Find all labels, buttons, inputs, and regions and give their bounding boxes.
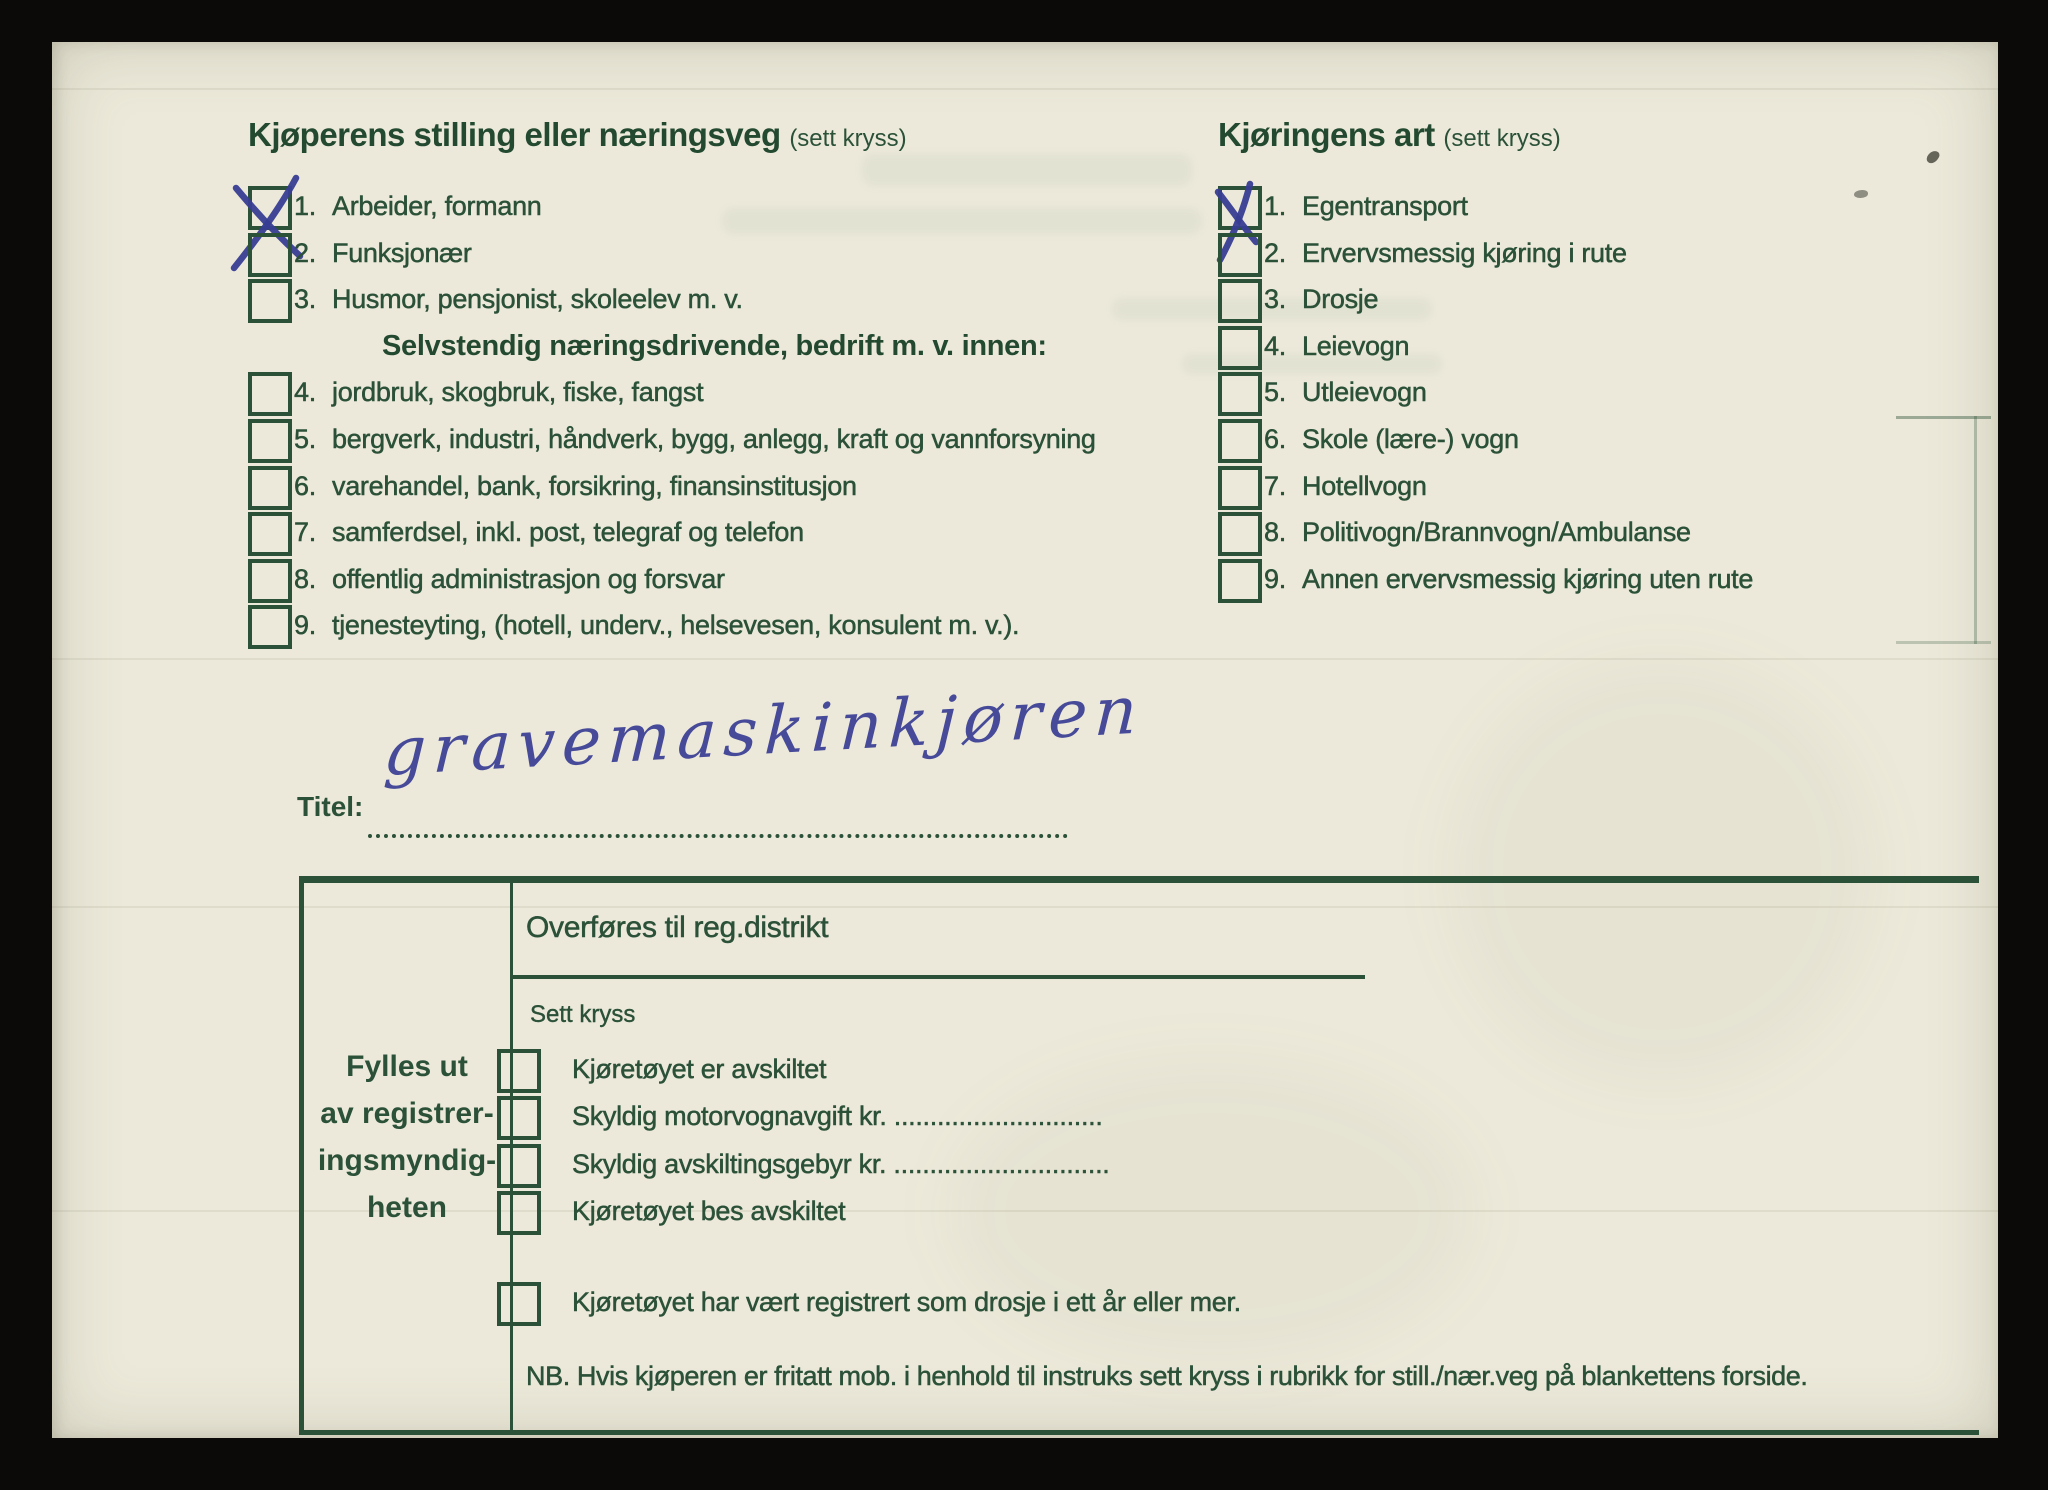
registration-authority-box xyxy=(299,876,1979,1435)
transfer-district-writein-line[interactable] xyxy=(510,975,1365,979)
reg-checkbox-label: Kjøretøyet har vært registrert som drosje i ett år eller mer. xyxy=(572,1287,1241,1317)
stilling-checkbox-7[interactable] xyxy=(248,512,292,556)
stilling-item-label: 7. samferdsel, inkl. post, telegraf og telefon xyxy=(294,517,804,548)
stilling-item-label: 5. bergverk, industri, håndverk, bygg, anlegg, kraft og vannforsyning xyxy=(294,424,1096,454)
sett-kryss-label: Sett kryss xyxy=(530,1001,636,1028)
form-page xyxy=(52,42,1998,1438)
kjoringens-art-item-label: 3. Drosje xyxy=(1264,284,1379,315)
transfer-district-label: Overføres til reg.distrikt xyxy=(526,911,829,944)
stilling-subheading: Selvstendig næringsdrivende, bedrift m. v. innen: xyxy=(382,329,1047,362)
stilling-checkbox-8[interactable] xyxy=(248,559,292,603)
stilling-checkbox-6[interactable] xyxy=(248,466,292,510)
kjoringens-art-item-label: 6. Skole (lære-) vogn xyxy=(1264,424,1519,454)
reg-checkbox-row xyxy=(304,1191,1979,1235)
reg-checkbox-1[interactable] xyxy=(497,1049,541,1093)
reg-checkbox-row xyxy=(304,1144,1979,1188)
kjoringens-art-item-label: 2. Ervervsmessig kjøring i rute xyxy=(1264,237,1627,268)
reg-checkbox-2[interactable] xyxy=(497,1096,541,1140)
right-column-heading xyxy=(1218,116,1561,154)
reg-checkbox-row xyxy=(304,1049,1979,1093)
kjoringens-art-checkbox-7[interactable] xyxy=(1218,466,1262,510)
titel-label: Titel: xyxy=(297,791,364,822)
stilling-checkbox-5[interactable] xyxy=(248,419,292,463)
scan-streak xyxy=(52,658,1998,660)
stilling-item-label: 2. Funksjonær xyxy=(294,237,472,268)
reg-checkbox-label: Kjøretøyet bes avskiltet xyxy=(572,1196,846,1226)
kjoringens-art-item-label: 7. Hotellvogn xyxy=(1264,470,1427,501)
ink-speck xyxy=(1854,190,1868,198)
kjoringens-art-checkbox-8[interactable] xyxy=(1218,512,1262,556)
kjoringens-art-checkbox-2[interactable] xyxy=(1218,233,1262,277)
right-column-title-note: (sett kryss) xyxy=(1443,125,1561,152)
kjoringens-art-checkbox-5[interactable] xyxy=(1218,372,1262,416)
scan-streak xyxy=(52,88,1998,90)
reg-checkbox-5[interactable] xyxy=(497,1282,541,1326)
stilling-checkbox-3[interactable] xyxy=(248,279,292,323)
fylles-ut-line: Fylles ut xyxy=(346,1050,468,1083)
stilling-item-label: 3. Husmor, pensjonist, skoleelev m. v. xyxy=(294,284,743,315)
kjoringens-art-checkbox-1[interactable] xyxy=(1218,186,1262,230)
kjoringens-art-checkbox-9[interactable] xyxy=(1218,559,1262,603)
titel-handwritten-value: gravemaskinkjøren xyxy=(382,671,1146,791)
stilling-item-label: 8. offentlig administrasjon og forsvar xyxy=(294,563,725,594)
reg-checkbox-label: Kjøretøyet er avskiltet xyxy=(572,1054,827,1084)
bleedthrough-smudge xyxy=(862,154,1192,186)
reg-checkbox-label: Skyldig motorvognavgift kr. ............................. xyxy=(572,1101,1103,1131)
stilling-item-label: 9. tjenesteyting, (hotell, underv., helsevesen, konsulent m. v.). xyxy=(294,610,1020,641)
left-column-title-note: (sett kryss) xyxy=(789,125,907,152)
reg-checkbox-row xyxy=(304,1096,1979,1140)
kjoringens-art-checkbox-6[interactable] xyxy=(1218,419,1262,463)
kjoringens-art-item-label: 4. Leievogn xyxy=(1264,330,1410,361)
kjoringens-art-item-label: 8. Politivogn/Brannvogn/Ambulanse xyxy=(1264,517,1691,548)
reg-checkbox-label: Skyldig avskiltingsgebyr kr. .............................. xyxy=(572,1149,1110,1179)
kjoringens-art-item-label: 5. Utleievogn xyxy=(1264,377,1427,408)
ink-speck xyxy=(1925,148,1942,165)
kjoringens-art-checkbox-3[interactable] xyxy=(1218,279,1262,323)
stilling-checkbox-2[interactable] xyxy=(248,233,292,277)
fylles-ut-line: av registrer- xyxy=(320,1097,494,1130)
stilling-checkbox-1[interactable] xyxy=(248,186,292,230)
nb-note: NB. Hvis kjøperen er fritatt mob. i henhold til instruks sett kryss i rubrikk for still./nær.veg på blankettens forside. xyxy=(526,1361,1808,1391)
kjoringens-art-checkbox-4[interactable] xyxy=(1218,326,1262,370)
titel-dotted-line[interactable] xyxy=(368,794,1068,838)
stilling-checkbox-9[interactable] xyxy=(248,605,292,649)
reg-checkbox-4[interactable] xyxy=(497,1191,541,1235)
fylles-ut-line: heten xyxy=(366,1191,447,1224)
reg-checkbox-row xyxy=(304,1282,1979,1326)
reg-checkbox-3[interactable] xyxy=(497,1144,541,1188)
bleedthrough-smudge xyxy=(722,208,1202,234)
left-column-heading xyxy=(248,116,907,154)
left-column-title: Kjøperens stilling eller næringsveg xyxy=(248,116,781,153)
fylles-ut-line: ingsmyndig- xyxy=(317,1144,497,1177)
stilling-item-label: 6. varehandel, bank, forsikring, finansinstitusjon xyxy=(294,470,857,501)
edge-table-line xyxy=(1896,641,1991,644)
stilling-checkbox-4[interactable] xyxy=(248,372,292,416)
right-column-title: Kjøringens art xyxy=(1218,116,1435,153)
edge-table-line xyxy=(1974,416,1977,644)
kjoringens-art-item-label: 1. Egentransport xyxy=(1264,191,1468,221)
stilling-item-label: 4. jordbruk, skogbruk, fiske, fangst xyxy=(294,377,704,408)
stilling-item-label: 1. Arbeider, formann xyxy=(294,191,542,221)
kjoringens-art-item-label: 9. Annen ervervsmessig kjøring uten rute xyxy=(1264,563,1754,594)
